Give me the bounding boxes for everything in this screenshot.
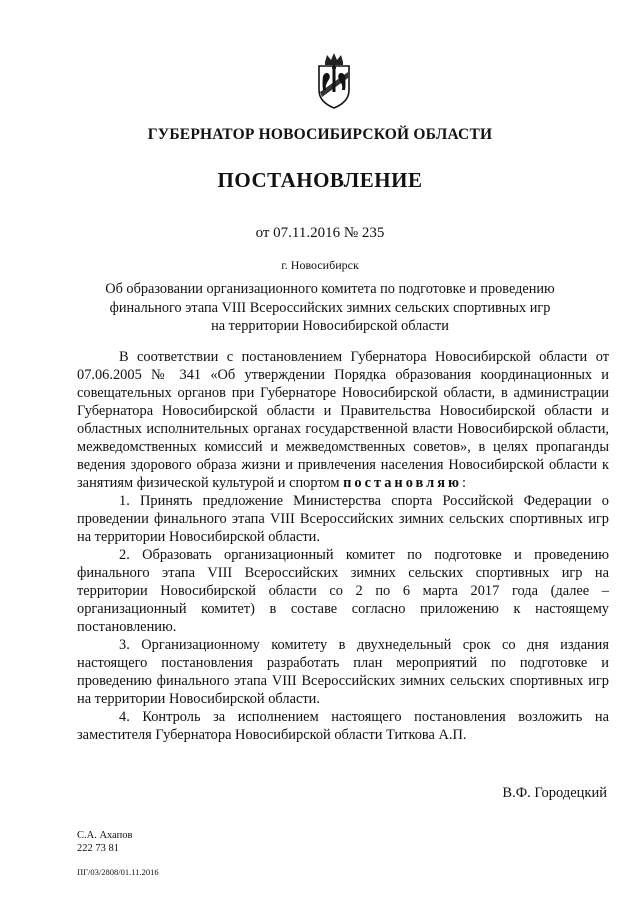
resolution-item: 4. Контроль за исполнением настоящего постановления возложить на заместителя Губернатора Новосибирской области Титкова А.П. (77, 709, 609, 743)
document-type: ПОСТАНОВЛЕНИЕ (217, 168, 423, 192)
executor-block (77, 829, 133, 855)
resolution-item: 3. Организационному комитету в двухнедельный срок со дня издания настоящего постановления разработать план мероприятий по подготовке и проведению финального этапа VIII Всероссийских зимних сельских спортивных игр на территории Новосибирской области. (77, 637, 609, 707)
resolution-item: 2. Образовать организационный комитет по подготовке и проведению финального этапа VIII Всероссийских зимних сельских спортивных игр на территории Новосибирской области со 2 по 6 марта 2017 года (далее – организационный комитет) в составе согласно приложению к настоящему постановлению. (77, 547, 609, 635)
signatory-name: В.Ф. Городецкий (502, 785, 607, 801)
title-line: на территории Новосибирской области (211, 318, 449, 334)
preamble-text: В соответствии с постановлением Губернатора Новосибирской области от 07.06.2005 № 341 «Об утверждении Порядка образования координационных и совещательных органов при Губернаторе Новосибирской области, в администрации Губернатора Новосибирской области и Правительства Новосибирской области и областных исполнительных органах государственной власти Новосибирской области, межведомственных комиссий и межведомственных советов», в целях пропаганды ведения здорового образа жизни и привлечения населения Новосибирской области к занятиям физической культурой и спортом (77, 349, 609, 491)
resolve-word: постановляю (343, 475, 462, 491)
document-reference: ПГ/03/2808/01.11.2016 (77, 867, 159, 877)
title-line: Об образовании организационного комитета по подготовке и проведению (105, 281, 555, 297)
novosibirsk-coat-of-arms-icon (313, 52, 355, 110)
document-city: г. Новосибирск (281, 258, 359, 272)
executor-name: С.А. Ахапов (77, 830, 133, 841)
executor-phone: 222 73 81 (77, 843, 119, 854)
preamble-paragraph (77, 348, 609, 492)
title-line: финального этапа VIII Всероссийских зимних сельских спортивных игр (109, 299, 551, 316)
issuing-authority: ГУБЕРНАТОР НОВОСИБИРСКОЙ ОБЛАСТИ (147, 126, 493, 143)
document-body (77, 348, 609, 744)
resolve-colon: : (462, 475, 466, 491)
resolution-item: 1. Принять предложение Министерства спорта Российской Федерации о проведении финального этапа VIII Всероссийских зимних сельских спортивных игр на территории Новосибирской области. (77, 493, 609, 545)
document-date-number: от 07.11.2016 № 235 (255, 225, 385, 241)
document-title (80, 280, 580, 336)
